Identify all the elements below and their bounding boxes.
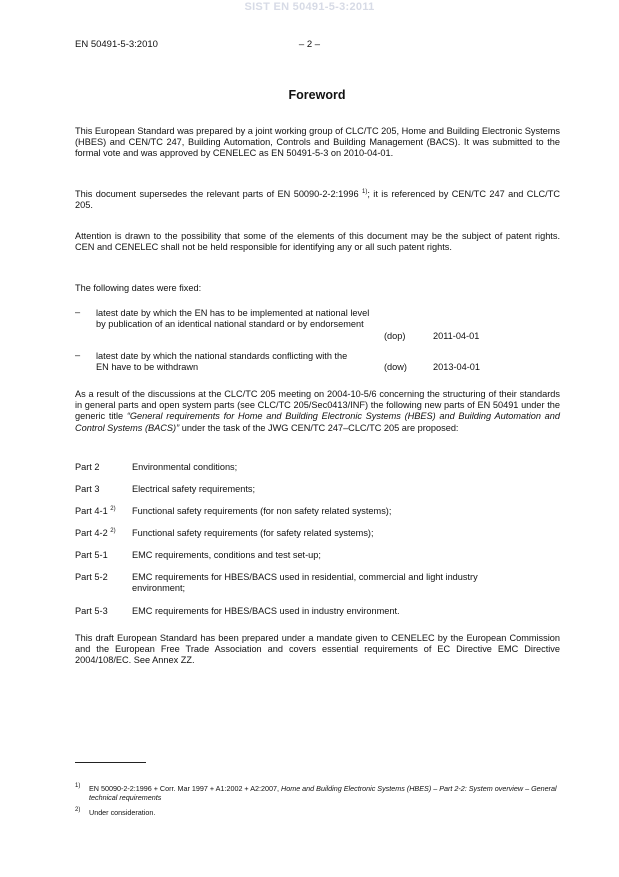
paragraph-supersedes (75, 189, 560, 211)
part-text: EMC requirements for HBES/BACS used in industry environment. (132, 606, 400, 616)
paragraph-dates-intro: The following dates were fixed: (75, 283, 202, 293)
date-item-2-dash: – (75, 350, 81, 360)
paragraph-patent: Attention is drawn to the possibility that some of the elements of this document may be the subject of patent rights. CEN and CENELEC shall not be held responsible for identifying any or all such patent rights. (75, 231, 560, 253)
generic-title: “General requirements for Home and Building Electronic Systems (HBES) and Building Automation and Control Systems (BACS)” (75, 411, 560, 433)
paragraph-supersedes-text-a: This document supersedes the relevant parts of EN 50090-2-2:1996 (75, 189, 362, 199)
date-item-1-dash: – (75, 307, 81, 317)
part-label: Part 5-3 (75, 606, 108, 616)
footnote-2-text: Under consideration. (89, 808, 156, 817)
part-label-text: Part 4-2 (75, 528, 108, 538)
part-label: Part 5-1 (75, 550, 108, 560)
part-label (75, 506, 116, 516)
footnote-1-ref: EN 50090-2-2:1996 + Corr. Mar 1997 + A1:2002 + A2:2007, (89, 784, 282, 793)
part-label-text: Part 4-1 (75, 506, 108, 516)
paragraph-supersedes-text-b: ; it is referenced by CEN/TC 247 and CLC/TC 205. (75, 189, 560, 211)
date-item-1-date: 2011-04-01 (433, 331, 480, 341)
part-text: Environmental conditions; (132, 462, 238, 472)
date-item-2-abbr: (dow) (384, 362, 407, 372)
part-label: Part 3 (75, 484, 100, 494)
part-label: Part 2 (75, 462, 100, 472)
part-text: EMC requirements, conditions and test set-up; (132, 550, 321, 560)
footnote-1-title: Home and Building Electronic Systems (HBES) – Part 2-2: System overview – General technical requirements (89, 784, 557, 802)
part-text: Functional safety requirements (for safety related systems); (132, 528, 374, 538)
paragraph-structuring (75, 389, 560, 434)
date-item-2-text: latest date by which the national standards conflicting with the EN have to be withdrawn (96, 351, 348, 373)
document-id: EN 50491-5-3:2010 (75, 39, 158, 50)
footnote-1-mark: 1) (75, 783, 81, 789)
paragraph-mandate: This draft European Standard has been prepared under a mandate given to CENELEC by the European Commission and the European Free Trade Association and covers essential requirements of EC Directive EMC Directive 2004/108/EC. See Annex ZZ. (75, 633, 560, 666)
footnote-ref-2: 2) (110, 527, 116, 534)
paragraph-structuring-text-b: under the task of the JWG CEN/TC 247–CLC/TC 205 are proposed: (179, 422, 459, 433)
paragraph-structuring-text-a: As a result of the discussions at the CLC/TC 205 meeting on 2004-10-5/6 concerning the structuring of their standards in general parts and open system parts (see CLC/TC 205/Sec0413/INF) the following new parts of EN 50491 under the generic title (75, 389, 560, 422)
footnote-2-mark: 2) (75, 807, 81, 813)
page-title: Foreword (288, 88, 346, 102)
part-text: Functional safety requirements (for non safety related systems); (132, 506, 392, 516)
date-item-1-abbr: (dop) (384, 331, 406, 341)
footnote-separator (75, 762, 146, 763)
watermark: SIST EN 50491-5-3:2011 (244, 1, 375, 13)
footnote-ref-1: 1) (362, 188, 368, 195)
footnote-ref-2: 2) (110, 505, 116, 512)
date-item-1-text: latest date by which the EN has to be implemented at national level by publication of an identical national standard or by endorsement (96, 308, 370, 330)
part-text: EMC requirements for HBES/BACS used in residential, commercial and light industry environment; (132, 572, 478, 594)
footnote-1-text (89, 784, 559, 802)
part-label (75, 528, 116, 538)
page-number: – 2 – (298, 39, 321, 50)
part-text: Electrical safety requirements; (132, 484, 256, 494)
paragraph-intro: This European Standard was prepared by a joint working group of CLC/TC 205, Home and Building Electronic Systems (HBES) and CEN/TC 247, Building Automation, Controls and Building Management (BACS). It was submitted to the formal vote and was approved by CENELEC as EN 50491-5-3 on 2010-04-01. (75, 126, 560, 159)
part-label: Part 5-2 (75, 572, 108, 582)
date-item-2-date: 2013-04-01 (433, 362, 480, 372)
